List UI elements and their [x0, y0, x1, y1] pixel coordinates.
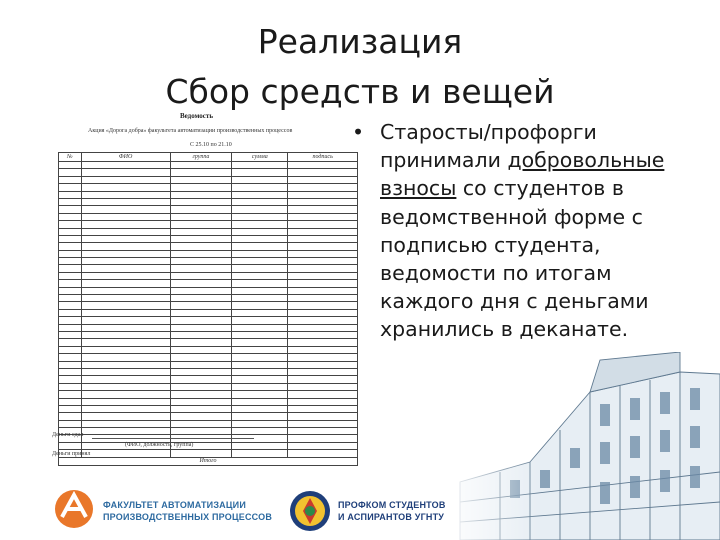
form-table-cell: [170, 206, 232, 213]
form-table-cell: [288, 302, 358, 309]
form-table-cell: [288, 376, 358, 383]
form-table-cell: [232, 191, 288, 198]
form-table-cell: [170, 376, 232, 383]
form-table-cell: [232, 243, 288, 250]
form-table-cell: [59, 391, 82, 398]
form-table-cell: [81, 450, 170, 457]
form-table-cell: [170, 265, 232, 272]
form-table-cell: [59, 169, 82, 176]
sign-given-line: [92, 438, 254, 439]
form-table-cell: [170, 309, 232, 316]
form-table-row: [59, 324, 358, 331]
form-table-cell: [232, 331, 288, 338]
form-table-header: [59, 153, 358, 162]
student-union-logo-text: [338, 499, 446, 523]
form-table-cell: [288, 420, 358, 427]
form-table-cell: [232, 383, 288, 390]
form-table-cell: [170, 221, 232, 228]
form-table-cell: [232, 213, 288, 220]
form-table-cell: [232, 206, 288, 213]
form-table-cell: [170, 405, 232, 412]
form-table-cell: [59, 221, 82, 228]
form-table-cell: [81, 331, 170, 338]
form-table-row: [59, 413, 358, 420]
form-table-body: [59, 162, 358, 466]
form-table-cell: [170, 162, 232, 169]
form-table-cell: [170, 287, 232, 294]
form-table-cell: [288, 280, 358, 287]
university-building-image: [440, 352, 720, 540]
faculty-logo-line1: ФАКУЛЬТЕТ АВТОМАТИЗАЦИИ: [103, 500, 246, 510]
form-table-row: [59, 221, 358, 228]
form-table-cell: [232, 250, 288, 257]
form-table: [58, 152, 358, 466]
form-table-cell: [232, 361, 288, 368]
form-table-cell: [232, 198, 288, 205]
form-table-cell: [288, 331, 358, 338]
form-table-cell: [81, 235, 170, 242]
col-number: №: [59, 153, 82, 162]
form-table-cell: [59, 339, 82, 346]
form-table-cell: [288, 428, 358, 435]
form-table-cell: [232, 169, 288, 176]
form-table-cell: [170, 280, 232, 287]
form-table-cell: [81, 368, 170, 375]
form-table-cell: [288, 413, 358, 420]
form-table-cell: [232, 354, 288, 361]
form-table-cell: [59, 317, 82, 324]
form-table-row: [59, 272, 358, 279]
form-table-cell: [232, 184, 288, 191]
form-table-cell: [81, 413, 170, 420]
form-table-cell: [170, 243, 232, 250]
form-table-cell: [81, 287, 170, 294]
bullet-point: [352, 118, 672, 344]
form-table-row: [59, 391, 358, 398]
form-table-cell: [59, 420, 82, 427]
form-table-cell: [288, 368, 358, 375]
form-table-cell: [288, 361, 358, 368]
form-table-row: [59, 280, 358, 287]
form-table-cell: [288, 221, 358, 228]
bullet-text: [380, 118, 672, 344]
form-table-cell: [170, 295, 232, 302]
form-table-cell: [232, 450, 288, 457]
form-table-row: [59, 169, 358, 176]
form-table-cell: [288, 250, 358, 257]
form-table-cell: [232, 317, 288, 324]
statement-form: [40, 112, 360, 464]
form-table-cell: [288, 243, 358, 250]
form-table-cell: [170, 391, 232, 398]
form-table-cell: [170, 346, 232, 353]
form-table-cell: [81, 191, 170, 198]
form-table-cell: [81, 346, 170, 353]
form-table-cell: [170, 324, 232, 331]
form-table-cell: [59, 413, 82, 420]
form-table-cell: [288, 324, 358, 331]
form-table-cell: [81, 250, 170, 257]
form-table-cell: [81, 265, 170, 272]
form-table-row: [59, 258, 358, 265]
col-group: группа: [170, 153, 232, 162]
form-table-row: [59, 243, 358, 250]
form-table-row: [59, 250, 358, 257]
form-table-cell: [232, 420, 288, 427]
form-table-cell: [59, 442, 82, 449]
form-table-row: [59, 331, 358, 338]
form-table-cell: [288, 176, 358, 183]
form-table-cell: [170, 428, 232, 435]
form-table-cell: [81, 221, 170, 228]
form-table-cell: [170, 339, 232, 346]
sign-given-hint: (ФИО, должность, группа): [125, 442, 194, 448]
form-table-cell: [288, 339, 358, 346]
form-table-cell: [81, 405, 170, 412]
form-table-row: [59, 206, 358, 213]
form-table-cell: [288, 391, 358, 398]
form-table-cell: [59, 295, 82, 302]
form-table-cell: [288, 317, 358, 324]
form-table-cell: [59, 324, 82, 331]
form-table-cell: [81, 213, 170, 220]
form-table-cell: [170, 398, 232, 405]
form-table-cell: [59, 405, 82, 412]
form-table-cell: [288, 383, 358, 390]
form-total-label: Итого: [59, 457, 358, 465]
form-table-cell: [232, 258, 288, 265]
form-table-cell: [288, 162, 358, 169]
form-table-cell: [59, 235, 82, 242]
union-logo-line1: ПРОФКОМ СТУДЕНТОВ: [338, 500, 446, 510]
form-table-row: [59, 361, 358, 368]
form-table-cell: [288, 346, 358, 353]
form-table-cell: [232, 295, 288, 302]
form-table-cell: [81, 295, 170, 302]
form-table-cell: [81, 280, 170, 287]
form-table-cell: [170, 169, 232, 176]
form-table-row: [59, 398, 358, 405]
form-table-cell: [59, 191, 82, 198]
form-table-cell: [170, 198, 232, 205]
form-table-cell: [288, 287, 358, 294]
form-table-row: [59, 405, 358, 412]
form-table-cell: [170, 228, 232, 235]
form-table-cell: [232, 287, 288, 294]
form-table-cell: [59, 302, 82, 309]
form-table-cell: [170, 272, 232, 279]
form-table-cell: [232, 176, 288, 183]
form-table-row: [59, 213, 358, 220]
form-table-row: [59, 346, 358, 353]
union-logo-line2: И АСПИРАНТОВ УГНТУ: [338, 512, 445, 522]
form-table-row: [59, 176, 358, 183]
form-table-cell: [170, 361, 232, 368]
form-table-cell: [59, 176, 82, 183]
form-table-cell: [288, 435, 358, 442]
form-table-cell: [170, 368, 232, 375]
form-table-cell: [81, 243, 170, 250]
form-table-cell: [232, 391, 288, 398]
form-table-row: [59, 287, 358, 294]
form-table-cell: [59, 354, 82, 361]
col-name: ФИО: [81, 153, 170, 162]
form-table-cell: [59, 383, 82, 390]
form-table-cell: [81, 198, 170, 205]
form-table-row: [59, 354, 358, 361]
form-table-cell: [170, 235, 232, 242]
form-table-cell: [288, 354, 358, 361]
form-table-cell: [81, 258, 170, 265]
form-table-cell: [170, 413, 232, 420]
form-date: С 25.10 по 21.10: [190, 142, 232, 148]
form-table-cell: [59, 184, 82, 191]
form-table-cell: [288, 206, 358, 213]
form-table-cell: [232, 339, 288, 346]
form-table-cell: [232, 265, 288, 272]
form-table-cell: [170, 354, 232, 361]
col-signature: подпись: [288, 153, 358, 162]
form-table-cell: [232, 324, 288, 331]
form-table-cell: [232, 368, 288, 375]
form-table-cell: [59, 346, 82, 353]
form-table-cell: [81, 398, 170, 405]
form-table-cell: [232, 442, 288, 449]
form-table-cell: [81, 391, 170, 398]
form-table-cell: [232, 309, 288, 316]
form-table-row: [59, 198, 358, 205]
form-table-cell: [81, 184, 170, 191]
form-table-cell: [81, 317, 170, 324]
form-table-cell: [59, 280, 82, 287]
form-table-cell: [232, 235, 288, 242]
form-table-cell: [81, 324, 170, 331]
form-table-cell: [59, 287, 82, 294]
form-table-cell: [288, 295, 358, 302]
form-table-row: [59, 162, 358, 169]
form-table-cell: [232, 162, 288, 169]
form-table-cell: [232, 398, 288, 405]
form-table-cell: [81, 361, 170, 368]
form-table-cell: [59, 376, 82, 383]
form-table-cell: [81, 376, 170, 383]
form-table-cell: [232, 428, 288, 435]
bullet-text-underlined: добровольные взносы: [380, 148, 665, 201]
form-table-cell: [288, 309, 358, 316]
form-table-row: [59, 442, 358, 449]
form-table-cell: [59, 162, 82, 169]
form-table-cell: [232, 228, 288, 235]
form-table-row: [59, 450, 358, 457]
form-table-row: [59, 420, 358, 427]
form-table-cell: [288, 184, 358, 191]
form-table-row: [59, 295, 358, 302]
form-table-cell: [288, 228, 358, 235]
form-table-cell: [170, 420, 232, 427]
bullet-text-end: со студентов в ведомственной форме с подписью студента, ведомости по итогам каждого дня с деньгами хранились в деканате.: [380, 176, 649, 342]
faculty-logo-text: [103, 499, 272, 523]
slide-title-line2: Сбор средств и вещей: [165, 72, 555, 111]
form-table-cell: [59, 258, 82, 265]
form-table-row: [59, 309, 358, 316]
form-table-cell: [59, 272, 82, 279]
form-table-cell: [288, 405, 358, 412]
form-table-cell: [288, 265, 358, 272]
form-table-cell: [81, 169, 170, 176]
form-table-cell: [59, 331, 82, 338]
form-table-cell: [59, 361, 82, 368]
form-table-row: [59, 184, 358, 191]
form-table-cell: [59, 265, 82, 272]
form-table-cell: [288, 442, 358, 449]
form-table-row: [59, 383, 358, 390]
form-table-cell: [81, 428, 170, 435]
form-table-cell: [288, 450, 358, 457]
form-table-row: [59, 339, 358, 346]
form-table-cell: [170, 184, 232, 191]
form-table-cell: [170, 176, 232, 183]
form-table-cell: [232, 221, 288, 228]
form-table-cell: [81, 309, 170, 316]
form-table-row: [59, 228, 358, 235]
form-table-cell: [81, 420, 170, 427]
form-table-row: [59, 376, 358, 383]
form-table-cell: [170, 250, 232, 257]
form-table-row: [59, 368, 358, 375]
form-table-row: [59, 265, 358, 272]
form-table-cell: [59, 250, 82, 257]
form-table-cell: [81, 383, 170, 390]
sign-given-label: Деньги сдал: [52, 432, 84, 438]
form-table-cell: [288, 213, 358, 220]
bullet-text-start: Старосты/профорги принимали: [380, 120, 597, 173]
form-table-cell: [59, 309, 82, 316]
form-table-cell: [59, 228, 82, 235]
form-table-cell: [288, 235, 358, 242]
form-table-cell: [170, 317, 232, 324]
form-table-cell: [232, 405, 288, 412]
form-table-cell: [59, 368, 82, 375]
form-table-cell: [232, 413, 288, 420]
form-heading: Ведомость: [180, 112, 214, 120]
form-table-cell: [81, 302, 170, 309]
form-table-cell: [288, 191, 358, 198]
faculty-logo-line2: ПРОИЗВОДСТВЕННЫХ ПРОЦЕССОВ: [103, 512, 273, 522]
col-amount: сумма: [232, 153, 288, 162]
form-table-cell: [59, 198, 82, 205]
form-table-cell: [288, 258, 358, 265]
form-table-cell: [232, 346, 288, 353]
slide-title-line1: Реализация: [257, 22, 463, 61]
form-table-cell: [288, 169, 358, 176]
form-table-cell: [59, 213, 82, 220]
bullet-dot: •: [352, 120, 365, 144]
form-table-cell: [59, 398, 82, 405]
form-table-cell: [170, 302, 232, 309]
faculty-logo: [52, 487, 100, 531]
form-table-cell: [81, 354, 170, 361]
form-table-cell: [81, 162, 170, 169]
form-table-row: [59, 302, 358, 309]
form-table-cell: [59, 243, 82, 250]
student-union-logo: [288, 489, 332, 533]
form-total-row: [59, 457, 358, 465]
form-table-cell: [81, 228, 170, 235]
form-table-cell: [170, 383, 232, 390]
form-table-cell: [170, 258, 232, 265]
form-table-row: [59, 317, 358, 324]
form-table-cell: [288, 272, 358, 279]
form-table-cell: [288, 398, 358, 405]
form-table-row: [59, 191, 358, 198]
form-table-cell: [170, 213, 232, 220]
form-table-cell: [170, 331, 232, 338]
form-table-cell: [170, 191, 232, 198]
form-table-cell: [232, 302, 288, 309]
form-table-row: [59, 235, 358, 242]
form-table-row: [59, 428, 358, 435]
form-table-cell: [232, 280, 288, 287]
form-table-cell: [81, 206, 170, 213]
form-table-cell: [81, 272, 170, 279]
form-table-cell: [232, 376, 288, 383]
form-table-cell: [81, 339, 170, 346]
form-table-cell: [170, 450, 232, 457]
form-table-cell: [288, 198, 358, 205]
sign-received-label: Деньги принял: [52, 451, 91, 457]
form-table-cell: [59, 206, 82, 213]
form-table-cell: [81, 176, 170, 183]
form-subheading: Акция «Дорога добра» факультета автоматизации производственных процессов: [88, 128, 293, 134]
form-table-cell: [232, 272, 288, 279]
